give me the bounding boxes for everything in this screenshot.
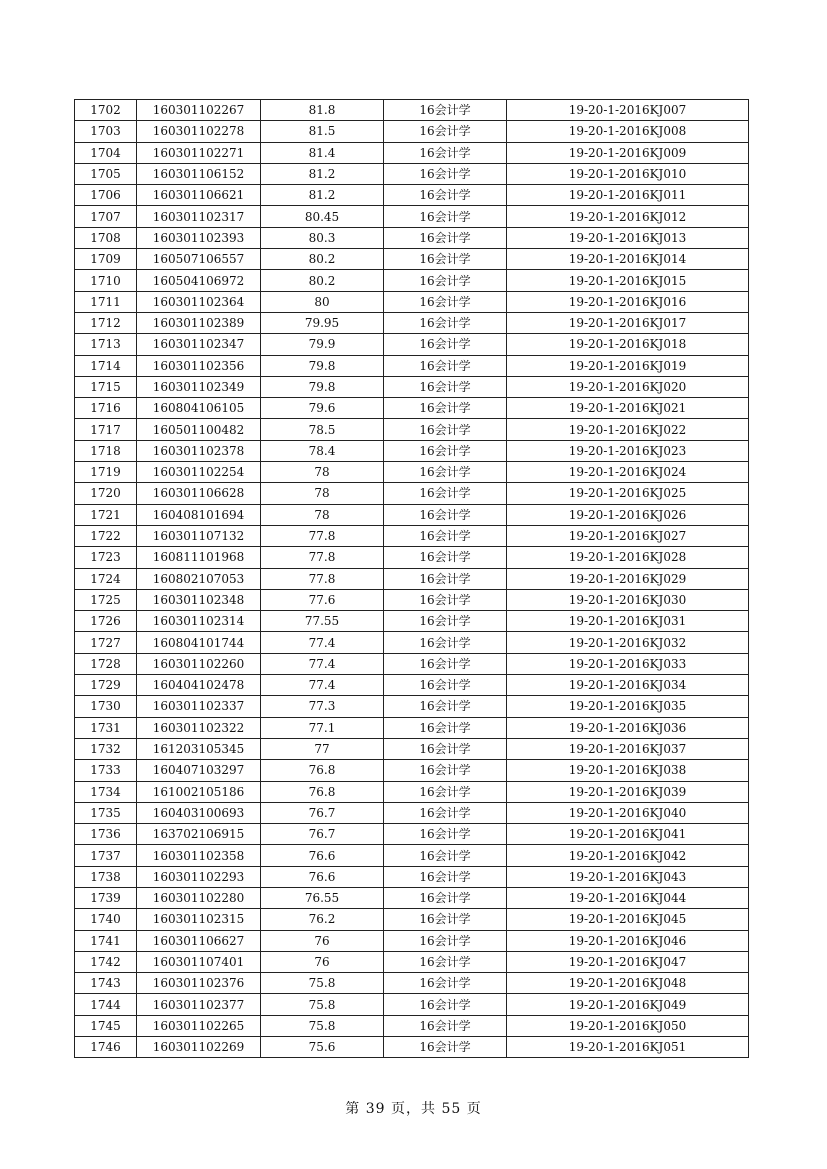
row-index-cell: 1719 [75, 462, 137, 483]
row-index-cell: 1723 [75, 547, 137, 568]
student-id-cell: 160301102376 [137, 973, 261, 994]
score-cell: 77 [261, 738, 384, 759]
class-cell: 16会计学 [384, 589, 507, 610]
student-id-cell: 160301107401 [137, 951, 261, 972]
table-row [75, 1037, 749, 1058]
class-cell: 16会计学 [384, 887, 507, 908]
class-cell: 16会计学 [384, 121, 507, 142]
table-row [75, 525, 749, 546]
table-row [75, 206, 749, 227]
code-cell: 19-20-1-2016KJ019 [507, 355, 749, 376]
score-cell: 79.6 [261, 398, 384, 419]
student-id-cell: 160301102358 [137, 845, 261, 866]
student-id-cell: 160501100482 [137, 419, 261, 440]
class-cell: 16会计学 [384, 845, 507, 866]
class-cell: 16会计学 [384, 355, 507, 376]
student-id-cell: 160301102393 [137, 227, 261, 248]
row-index-cell: 1710 [75, 270, 137, 291]
student-id-cell: 160301106627 [137, 930, 261, 951]
code-cell: 19-20-1-2016KJ050 [507, 1015, 749, 1036]
class-cell: 16会计学 [384, 291, 507, 312]
row-index-cell: 1741 [75, 930, 137, 951]
code-cell: 19-20-1-2016KJ044 [507, 887, 749, 908]
student-id-cell: 160301106152 [137, 163, 261, 184]
row-index-cell: 1744 [75, 994, 137, 1015]
row-index-cell: 1743 [75, 973, 137, 994]
score-cell: 76 [261, 951, 384, 972]
code-cell: 19-20-1-2016KJ047 [507, 951, 749, 972]
student-id-cell: 160301102265 [137, 1015, 261, 1036]
table-row [75, 845, 749, 866]
score-cell: 77.3 [261, 696, 384, 717]
student-id-cell: 160403100693 [137, 802, 261, 823]
code-cell: 19-20-1-2016KJ008 [507, 121, 749, 142]
row-index-cell: 1745 [75, 1015, 137, 1036]
class-cell: 16会计学 [384, 738, 507, 759]
class-cell: 16会计学 [384, 781, 507, 802]
table-row [75, 866, 749, 887]
student-id-cell: 160301102377 [137, 994, 261, 1015]
student-id-cell: 160301102269 [137, 1037, 261, 1058]
data-table [74, 99, 749, 1058]
student-id-cell: 160301102267 [137, 100, 261, 121]
score-cell: 77.1 [261, 717, 384, 738]
table-row [75, 717, 749, 738]
code-cell: 19-20-1-2016KJ025 [507, 483, 749, 504]
code-cell: 19-20-1-2016KJ031 [507, 611, 749, 632]
row-index-cell: 1718 [75, 440, 137, 461]
code-cell: 19-20-1-2016KJ051 [507, 1037, 749, 1058]
score-cell: 77.8 [261, 525, 384, 546]
row-index-cell: 1724 [75, 568, 137, 589]
table-row [75, 462, 749, 483]
score-cell: 75.8 [261, 1015, 384, 1036]
row-index-cell: 1736 [75, 824, 137, 845]
class-cell: 16会计学 [384, 483, 507, 504]
score-cell: 76.8 [261, 760, 384, 781]
class-cell: 16会计学 [384, 249, 507, 270]
table-row [75, 781, 749, 802]
code-cell: 19-20-1-2016KJ015 [507, 270, 749, 291]
score-cell: 77.4 [261, 632, 384, 653]
class-cell: 16会计学 [384, 802, 507, 823]
code-cell: 19-20-1-2016KJ042 [507, 845, 749, 866]
score-cell: 76.7 [261, 824, 384, 845]
row-index-cell: 1708 [75, 227, 137, 248]
student-id-cell: 160301102348 [137, 589, 261, 610]
student-id-cell: 160301102347 [137, 334, 261, 355]
student-id-cell: 160301102349 [137, 376, 261, 397]
student-id-cell: 160804106105 [137, 398, 261, 419]
class-cell: 16会计学 [384, 1037, 507, 1058]
score-cell: 78 [261, 504, 384, 525]
code-cell: 19-20-1-2016KJ023 [507, 440, 749, 461]
code-cell: 19-20-1-2016KJ045 [507, 909, 749, 930]
student-id-cell: 160301102293 [137, 866, 261, 887]
table-row [75, 589, 749, 610]
row-index-cell: 1716 [75, 398, 137, 419]
table-row [75, 419, 749, 440]
code-cell: 19-20-1-2016KJ035 [507, 696, 749, 717]
table-row [75, 632, 749, 653]
code-cell: 19-20-1-2016KJ040 [507, 802, 749, 823]
table-row [75, 547, 749, 568]
score-cell: 80.2 [261, 249, 384, 270]
row-index-cell: 1712 [75, 312, 137, 333]
student-id-cell: 160504106972 [137, 270, 261, 291]
row-index-cell: 1720 [75, 483, 137, 504]
class-cell: 16会计学 [384, 568, 507, 589]
score-cell: 77.8 [261, 547, 384, 568]
class-cell: 16会计学 [384, 547, 507, 568]
student-id-cell: 160811101968 [137, 547, 261, 568]
table-row [75, 312, 749, 333]
row-index-cell: 1704 [75, 142, 137, 163]
student-id-cell: 163702106915 [137, 824, 261, 845]
table-row [75, 163, 749, 184]
score-cell: 80.2 [261, 270, 384, 291]
score-cell: 75.6 [261, 1037, 384, 1058]
table-row [75, 973, 749, 994]
row-index-cell: 1703 [75, 121, 137, 142]
table-row [75, 440, 749, 461]
code-cell: 19-20-1-2016KJ043 [507, 866, 749, 887]
code-cell: 19-20-1-2016KJ007 [507, 100, 749, 121]
score-cell: 76.7 [261, 802, 384, 823]
table-row [75, 887, 749, 908]
class-cell: 16会计学 [384, 930, 507, 951]
row-index-cell: 1705 [75, 163, 137, 184]
table-row [75, 398, 749, 419]
score-cell: 78 [261, 483, 384, 504]
row-index-cell: 1739 [75, 887, 137, 908]
code-cell: 19-20-1-2016KJ009 [507, 142, 749, 163]
row-index-cell: 1740 [75, 909, 137, 930]
class-cell: 16会计学 [384, 994, 507, 1015]
score-cell: 77.4 [261, 675, 384, 696]
student-id-cell: 160301102271 [137, 142, 261, 163]
table-row [75, 227, 749, 248]
code-cell: 19-20-1-2016KJ010 [507, 163, 749, 184]
row-index-cell: 1730 [75, 696, 137, 717]
code-cell: 19-20-1-2016KJ014 [507, 249, 749, 270]
table-row [75, 951, 749, 972]
row-index-cell: 1737 [75, 845, 137, 866]
code-cell: 19-20-1-2016KJ018 [507, 334, 749, 355]
row-index-cell: 1738 [75, 866, 137, 887]
student-id-cell: 160301102389 [137, 312, 261, 333]
score-cell: 80.45 [261, 206, 384, 227]
row-index-cell: 1734 [75, 781, 137, 802]
student-id-cell: 160404102478 [137, 675, 261, 696]
score-cell: 78.5 [261, 419, 384, 440]
student-id-cell: 160301102317 [137, 206, 261, 227]
table-row [75, 824, 749, 845]
row-index-cell: 1742 [75, 951, 137, 972]
score-cell: 79.95 [261, 312, 384, 333]
row-index-cell: 1733 [75, 760, 137, 781]
code-cell: 19-20-1-2016KJ017 [507, 312, 749, 333]
student-id-cell: 160301106628 [137, 483, 261, 504]
code-cell: 19-20-1-2016KJ037 [507, 738, 749, 759]
class-cell: 16会计学 [384, 227, 507, 248]
table-row [75, 355, 749, 376]
score-cell: 76 [261, 930, 384, 951]
table-row [75, 100, 749, 121]
score-cell: 80 [261, 291, 384, 312]
table-row [75, 334, 749, 355]
table-row [75, 121, 749, 142]
table-row [75, 653, 749, 674]
row-index-cell: 1722 [75, 525, 137, 546]
table-row [75, 930, 749, 951]
score-cell: 76.8 [261, 781, 384, 802]
table-row [75, 249, 749, 270]
class-cell: 16会计学 [384, 440, 507, 461]
student-id-cell: 161002105186 [137, 781, 261, 802]
student-id-cell: 160301106621 [137, 185, 261, 206]
table-row [75, 696, 749, 717]
table-row [75, 568, 749, 589]
student-id-cell: 160802107053 [137, 568, 261, 589]
score-cell: 76.6 [261, 845, 384, 866]
row-index-cell: 1727 [75, 632, 137, 653]
code-cell: 19-20-1-2016KJ046 [507, 930, 749, 951]
row-index-cell: 1707 [75, 206, 137, 227]
code-cell: 19-20-1-2016KJ030 [507, 589, 749, 610]
score-cell: 81.5 [261, 121, 384, 142]
score-cell: 75.8 [261, 973, 384, 994]
class-cell: 16会计学 [384, 504, 507, 525]
code-cell: 19-20-1-2016KJ020 [507, 376, 749, 397]
class-cell: 16会计学 [384, 398, 507, 419]
score-cell: 77.6 [261, 589, 384, 610]
score-cell: 78.4 [261, 440, 384, 461]
class-cell: 16会计学 [384, 717, 507, 738]
table-row [75, 675, 749, 696]
class-cell: 16会计学 [384, 185, 507, 206]
row-index-cell: 1725 [75, 589, 137, 610]
student-id-cell: 160301102280 [137, 887, 261, 908]
table-row [75, 185, 749, 206]
code-cell: 19-20-1-2016KJ027 [507, 525, 749, 546]
class-cell: 16会计学 [384, 419, 507, 440]
score-cell: 75.8 [261, 994, 384, 1015]
code-cell: 19-20-1-2016KJ032 [507, 632, 749, 653]
score-cell: 80.3 [261, 227, 384, 248]
table-row [75, 504, 749, 525]
table-body [75, 100, 749, 1058]
score-cell: 79.8 [261, 355, 384, 376]
table-row [75, 994, 749, 1015]
table-row [75, 738, 749, 759]
class-cell: 16会计学 [384, 163, 507, 184]
row-index-cell: 1714 [75, 355, 137, 376]
row-index-cell: 1713 [75, 334, 137, 355]
score-cell: 78 [261, 462, 384, 483]
score-cell: 77.4 [261, 653, 384, 674]
student-id-cell: 160301102278 [137, 121, 261, 142]
table-row [75, 802, 749, 823]
class-cell: 16会计学 [384, 653, 507, 674]
row-index-cell: 1706 [75, 185, 137, 206]
code-cell: 19-20-1-2016KJ029 [507, 568, 749, 589]
table-row [75, 909, 749, 930]
student-id-cell: 160301102315 [137, 909, 261, 930]
score-cell: 77.8 [261, 568, 384, 589]
class-cell: 16会计学 [384, 632, 507, 653]
score-cell: 81.2 [261, 163, 384, 184]
class-cell: 16会计学 [384, 824, 507, 845]
table-row [75, 291, 749, 312]
row-index-cell: 1729 [75, 675, 137, 696]
code-cell: 19-20-1-2016KJ024 [507, 462, 749, 483]
score-cell: 76.55 [261, 887, 384, 908]
table-row [75, 142, 749, 163]
class-cell: 16会计学 [384, 462, 507, 483]
student-id-cell: 160301102378 [137, 440, 261, 461]
class-cell: 16会计学 [384, 675, 507, 696]
class-cell: 16会计学 [384, 973, 507, 994]
class-cell: 16会计学 [384, 951, 507, 972]
code-cell: 19-20-1-2016KJ012 [507, 206, 749, 227]
student-id-cell: 160301102337 [137, 696, 261, 717]
row-index-cell: 1746 [75, 1037, 137, 1058]
student-id-cell: 160301107132 [137, 525, 261, 546]
code-cell: 19-20-1-2016KJ039 [507, 781, 749, 802]
row-index-cell: 1726 [75, 611, 137, 632]
row-index-cell: 1728 [75, 653, 137, 674]
class-cell: 16会计学 [384, 206, 507, 227]
code-cell: 19-20-1-2016KJ033 [507, 653, 749, 674]
table-row [75, 483, 749, 504]
score-cell: 79.9 [261, 334, 384, 355]
page-footer: 第 39 页，共 55 页 [345, 1101, 482, 1117]
score-cell: 81.2 [261, 185, 384, 206]
code-cell: 19-20-1-2016KJ041 [507, 824, 749, 845]
class-cell: 16会计学 [384, 1015, 507, 1036]
class-cell: 16会计学 [384, 909, 507, 930]
row-index-cell: 1735 [75, 802, 137, 823]
student-id-cell: 160408101694 [137, 504, 261, 525]
student-id-cell: 160301102322 [137, 717, 261, 738]
score-cell: 76.6 [261, 866, 384, 887]
code-cell: 19-20-1-2016KJ026 [507, 504, 749, 525]
code-cell: 19-20-1-2016KJ038 [507, 760, 749, 781]
table-row [75, 1015, 749, 1036]
score-cell: 77.55 [261, 611, 384, 632]
row-index-cell: 1721 [75, 504, 137, 525]
student-id-cell: 160804101744 [137, 632, 261, 653]
code-cell: 19-20-1-2016KJ036 [507, 717, 749, 738]
table-row [75, 376, 749, 397]
code-cell: 19-20-1-2016KJ013 [507, 227, 749, 248]
code-cell: 19-20-1-2016KJ034 [507, 675, 749, 696]
score-cell: 79.8 [261, 376, 384, 397]
class-cell: 16会计学 [384, 100, 507, 121]
student-id-cell: 160407103297 [137, 760, 261, 781]
class-cell: 16会计学 [384, 525, 507, 546]
code-cell: 19-20-1-2016KJ021 [507, 398, 749, 419]
row-index-cell: 1711 [75, 291, 137, 312]
row-index-cell: 1715 [75, 376, 137, 397]
score-cell: 81.4 [261, 142, 384, 163]
code-cell: 19-20-1-2016KJ016 [507, 291, 749, 312]
table-row [75, 760, 749, 781]
class-cell: 16会计学 [384, 334, 507, 355]
code-cell: 19-20-1-2016KJ048 [507, 973, 749, 994]
code-cell: 19-20-1-2016KJ028 [507, 547, 749, 568]
class-cell: 16会计学 [384, 376, 507, 397]
student-id-cell: 160301102314 [137, 611, 261, 632]
class-cell: 16会计学 [384, 142, 507, 163]
student-id-cell: 160301102364 [137, 291, 261, 312]
score-cell: 81.8 [261, 100, 384, 121]
student-id-cell: 160507106557 [137, 249, 261, 270]
table-row [75, 270, 749, 291]
code-cell: 19-20-1-2016KJ011 [507, 185, 749, 206]
class-cell: 16会计学 [384, 760, 507, 781]
class-cell: 16会计学 [384, 312, 507, 333]
student-id-cell: 160301102356 [137, 355, 261, 376]
class-cell: 16会计学 [384, 611, 507, 632]
code-cell: 19-20-1-2016KJ049 [507, 994, 749, 1015]
row-index-cell: 1709 [75, 249, 137, 270]
code-cell: 19-20-1-2016KJ022 [507, 419, 749, 440]
table-row [75, 611, 749, 632]
row-index-cell: 1732 [75, 738, 137, 759]
score-cell: 76.2 [261, 909, 384, 930]
class-cell: 16会计学 [384, 270, 507, 291]
row-index-cell: 1731 [75, 717, 137, 738]
student-id-cell: 161203105345 [137, 738, 261, 759]
class-cell: 16会计学 [384, 866, 507, 887]
class-cell: 16会计学 [384, 696, 507, 717]
student-id-cell: 160301102254 [137, 462, 261, 483]
row-index-cell: 1717 [75, 419, 137, 440]
row-index-cell: 1702 [75, 100, 137, 121]
student-id-cell: 160301102260 [137, 653, 261, 674]
